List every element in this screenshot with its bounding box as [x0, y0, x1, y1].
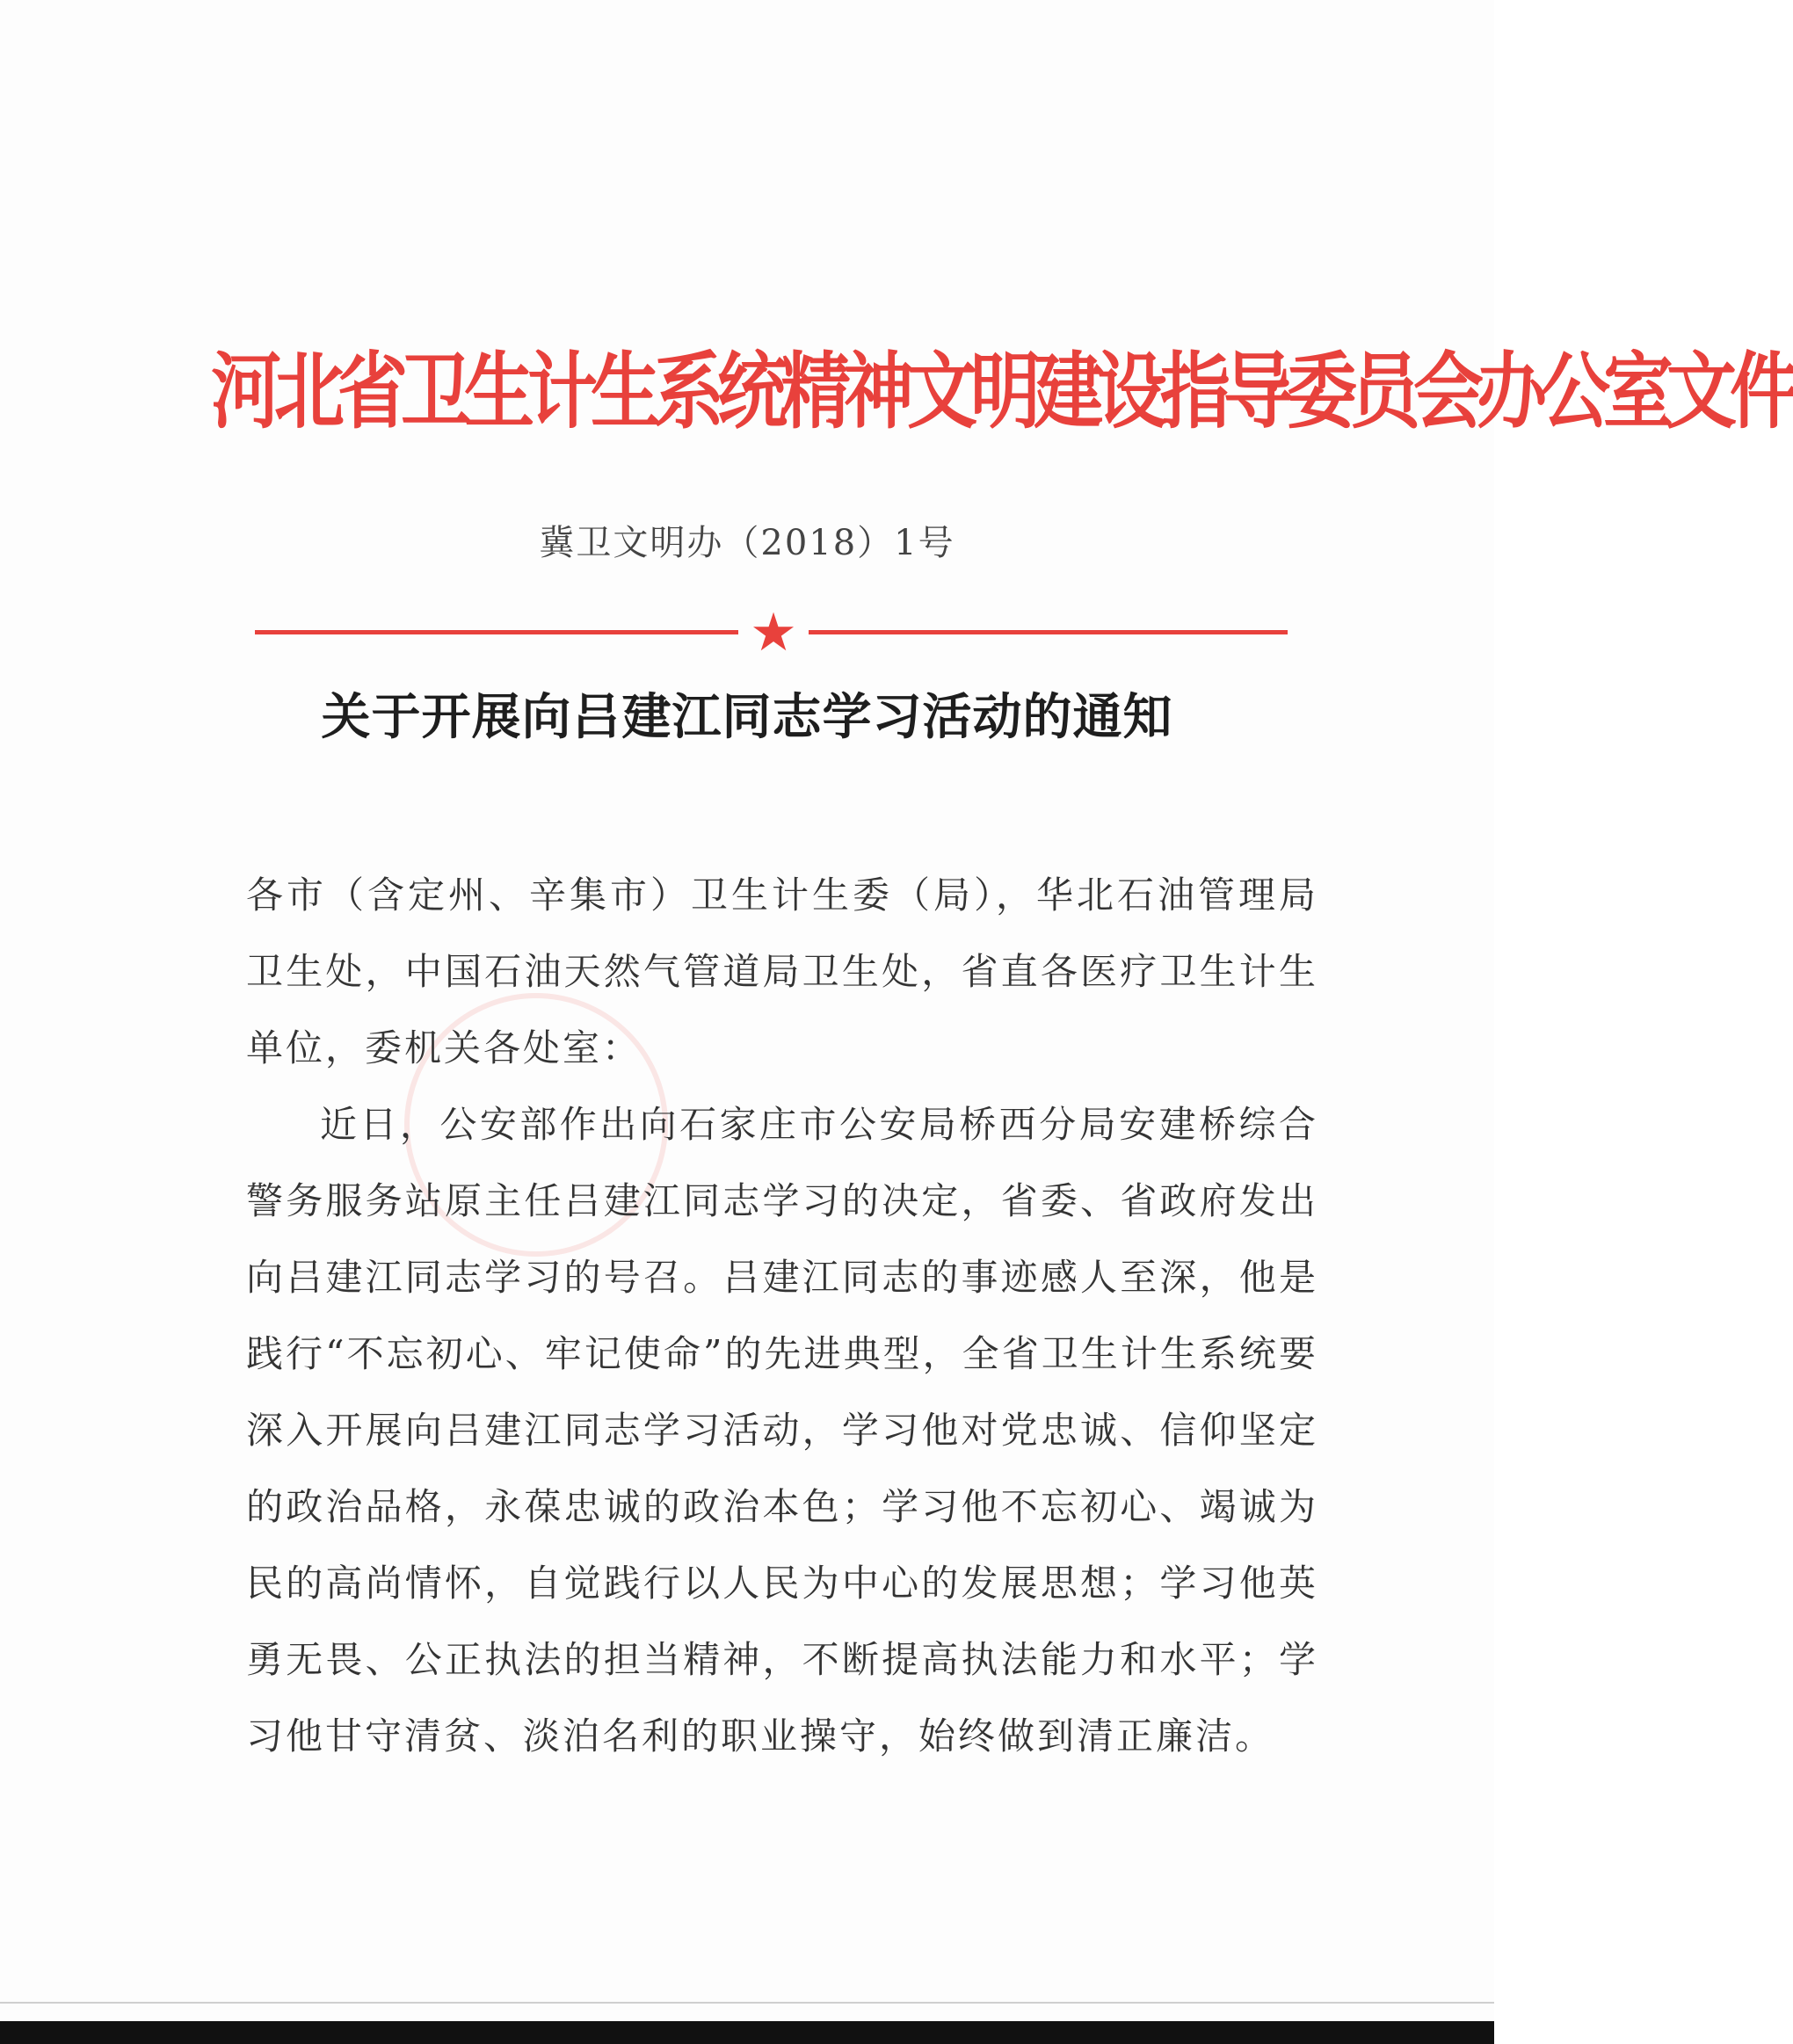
document-title: 关于开展向吕建江同志学习活动的通知 [321, 688, 1173, 746]
scan-bottom-edge [0, 2021, 1494, 2044]
salutation-paragraph: 各市（含定州、辛集市）卫生计生委（局），华北石油管理局卫生处，中国石油天然气管道局卫生处，省直各医疗卫生计生单位，委机关各处室： [246, 873, 1318, 1069]
document-body [246, 857, 1318, 1774]
org-header-title: 河北省卫生计生系统精神文明建设指导委员会办公室文件 [211, 342, 1793, 440]
body-paragraph: 近日，公安部作出向石家庄市公安局桥西分局安建桥综合警务服务站原主任吕建江同志学习的决定，省委、省政府发出向吕建江同志学习的号召。吕建江同志的事迹感人至深，他是践行“不忘初心、牢记使命”的先进典型，全省卫生计生系统要深入开展向吕建江同志学习活动，学习他对党忠诚、信仰坚定的政治品格，永葆忠诚的政治本色；学习他不忘初心、竭诚为民的高尚情怀，自觉践行以人民为中心的发展思想；学习他英勇无畏、公正执法的担当精神，不断提高执法能力和水平；学习他甘守清贫、淡泊名利的职业操守，始终做到清正廉洁。 [246, 1103, 1318, 1758]
red-separator [255, 602, 1288, 663]
separator-line-left [255, 630, 738, 634]
document-number: 冀卫文明办（2018）1号 [539, 523, 955, 563]
red-star-icon: ★ [750, 602, 797, 663]
page-bottom-line [0, 2002, 1494, 2004]
separator-line-right [809, 630, 1288, 634]
